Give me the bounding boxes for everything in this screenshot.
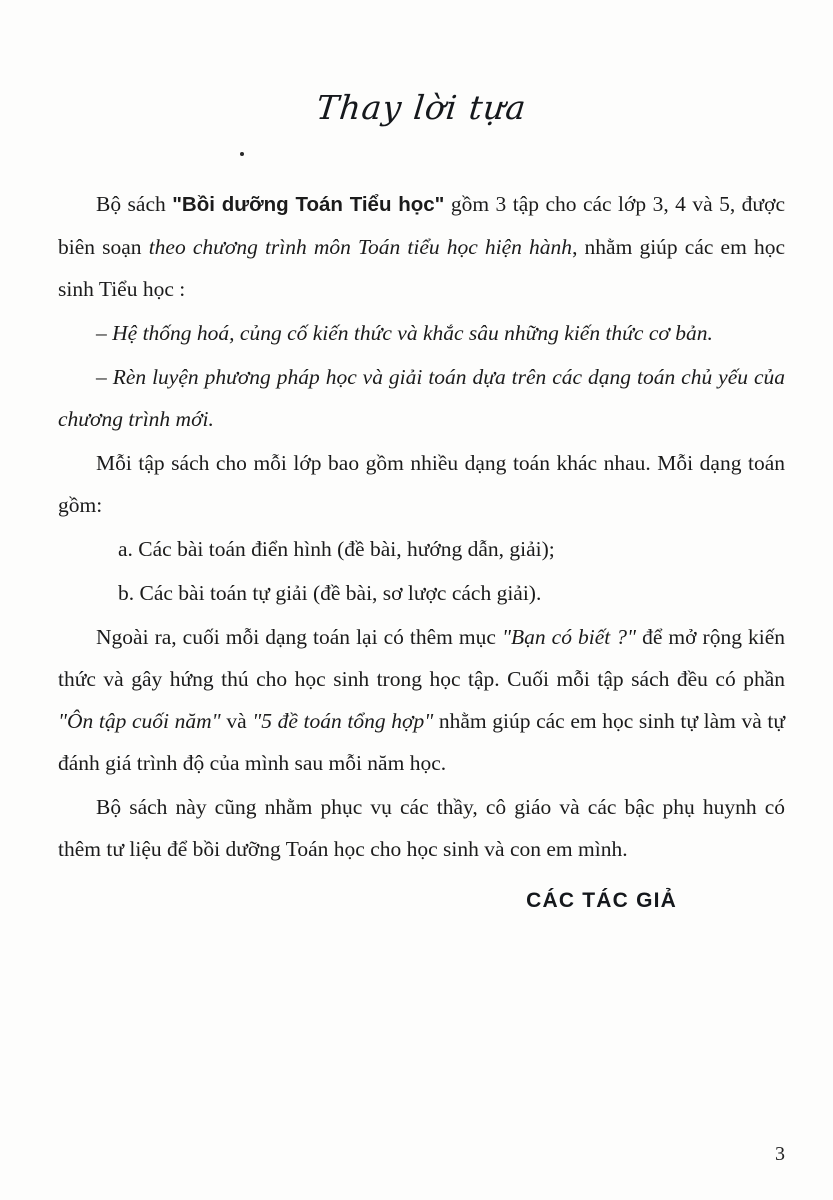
paragraph-para-4 <box>58 786 785 870</box>
text-segment: a. Các bài toán điển hình (đề bài, hướng dẫn, giải); <box>118 537 555 561</box>
text-segment: – Hệ thống hoá, củng cố kiến thức và khắc sâu những kiến thức cơ bản. <box>96 321 713 345</box>
text-segment: Mỗi tập sách cho mỗi lớp bao gồm nhiều dạng toán khác nhau. Mỗi dạng toán gồm: <box>58 451 785 517</box>
ink-dot-mark <box>240 152 244 156</box>
paragraph-para-3 <box>58 616 785 784</box>
text-segment: gồm 3 tập cho các lớp 3, 4 và 5, được biên soạn <box>58 192 785 259</box>
text-segment: để mở rộng kiến thức và gây hứng thú cho học sinh trong học tập. Cuối mỗi tập sách đều có phần <box>58 625 785 691</box>
paragraph-list <box>58 183 785 870</box>
text-segment: nhằm giúp các em học sinh tự làm và tự đánh giá trình độ của mình sau mỗi năm học. <box>58 709 785 775</box>
paragraph-item-a <box>58 528 785 570</box>
text-segment: – Rèn luyện phương pháp học và giải toán dựa trên các dạng toán chủ yếu của chương trình mới. <box>58 365 785 431</box>
page-number: 3 <box>775 1143 785 1165</box>
paragraph-dash-1 <box>58 312 785 354</box>
paragraph-intro <box>58 183 785 310</box>
body-text <box>58 183 785 922</box>
text-segment: theo chương trình môn Toán tiểu học hiện hành <box>148 235 573 259</box>
paragraph-para-2 <box>58 442 785 526</box>
text-segment: "Bồi dưỡng Toán Tiểu học" <box>172 193 445 216</box>
text-segment: Bộ sách này cũng nhằm phục vụ các thầy, cô giáo và các bậc phụ huynh có thêm tư liệu để bồi dưỡng Toán học cho học sinh và con em mình. <box>58 795 785 861</box>
text-segment: Ngoài ra, cuối mỗi dạng toán lại có thêm mục <box>96 625 502 649</box>
text-segment: , nhằm giúp các em học sinh Tiểu học : <box>58 235 785 301</box>
text-segment: "Ôn tập cuối năm" <box>58 709 221 733</box>
text-segment: Bộ sách <box>96 192 173 216</box>
text-segment: "5 đề toán tổng hợp" <box>252 709 434 733</box>
text-segment: b. Các bài toán tự giải (đề bài, sơ lược cách giải). <box>118 581 542 605</box>
text-segment: "Bạn có biết ?" <box>501 625 637 649</box>
paragraph-dash-2 <box>58 356 785 440</box>
paragraph-item-b <box>58 572 785 614</box>
page-content-area <box>58 70 785 1160</box>
text-segment: và <box>220 709 253 733</box>
page-title: Thay lời tựa <box>314 88 529 127</box>
author-signature: CÁC TÁC GIẢ <box>526 889 677 912</box>
